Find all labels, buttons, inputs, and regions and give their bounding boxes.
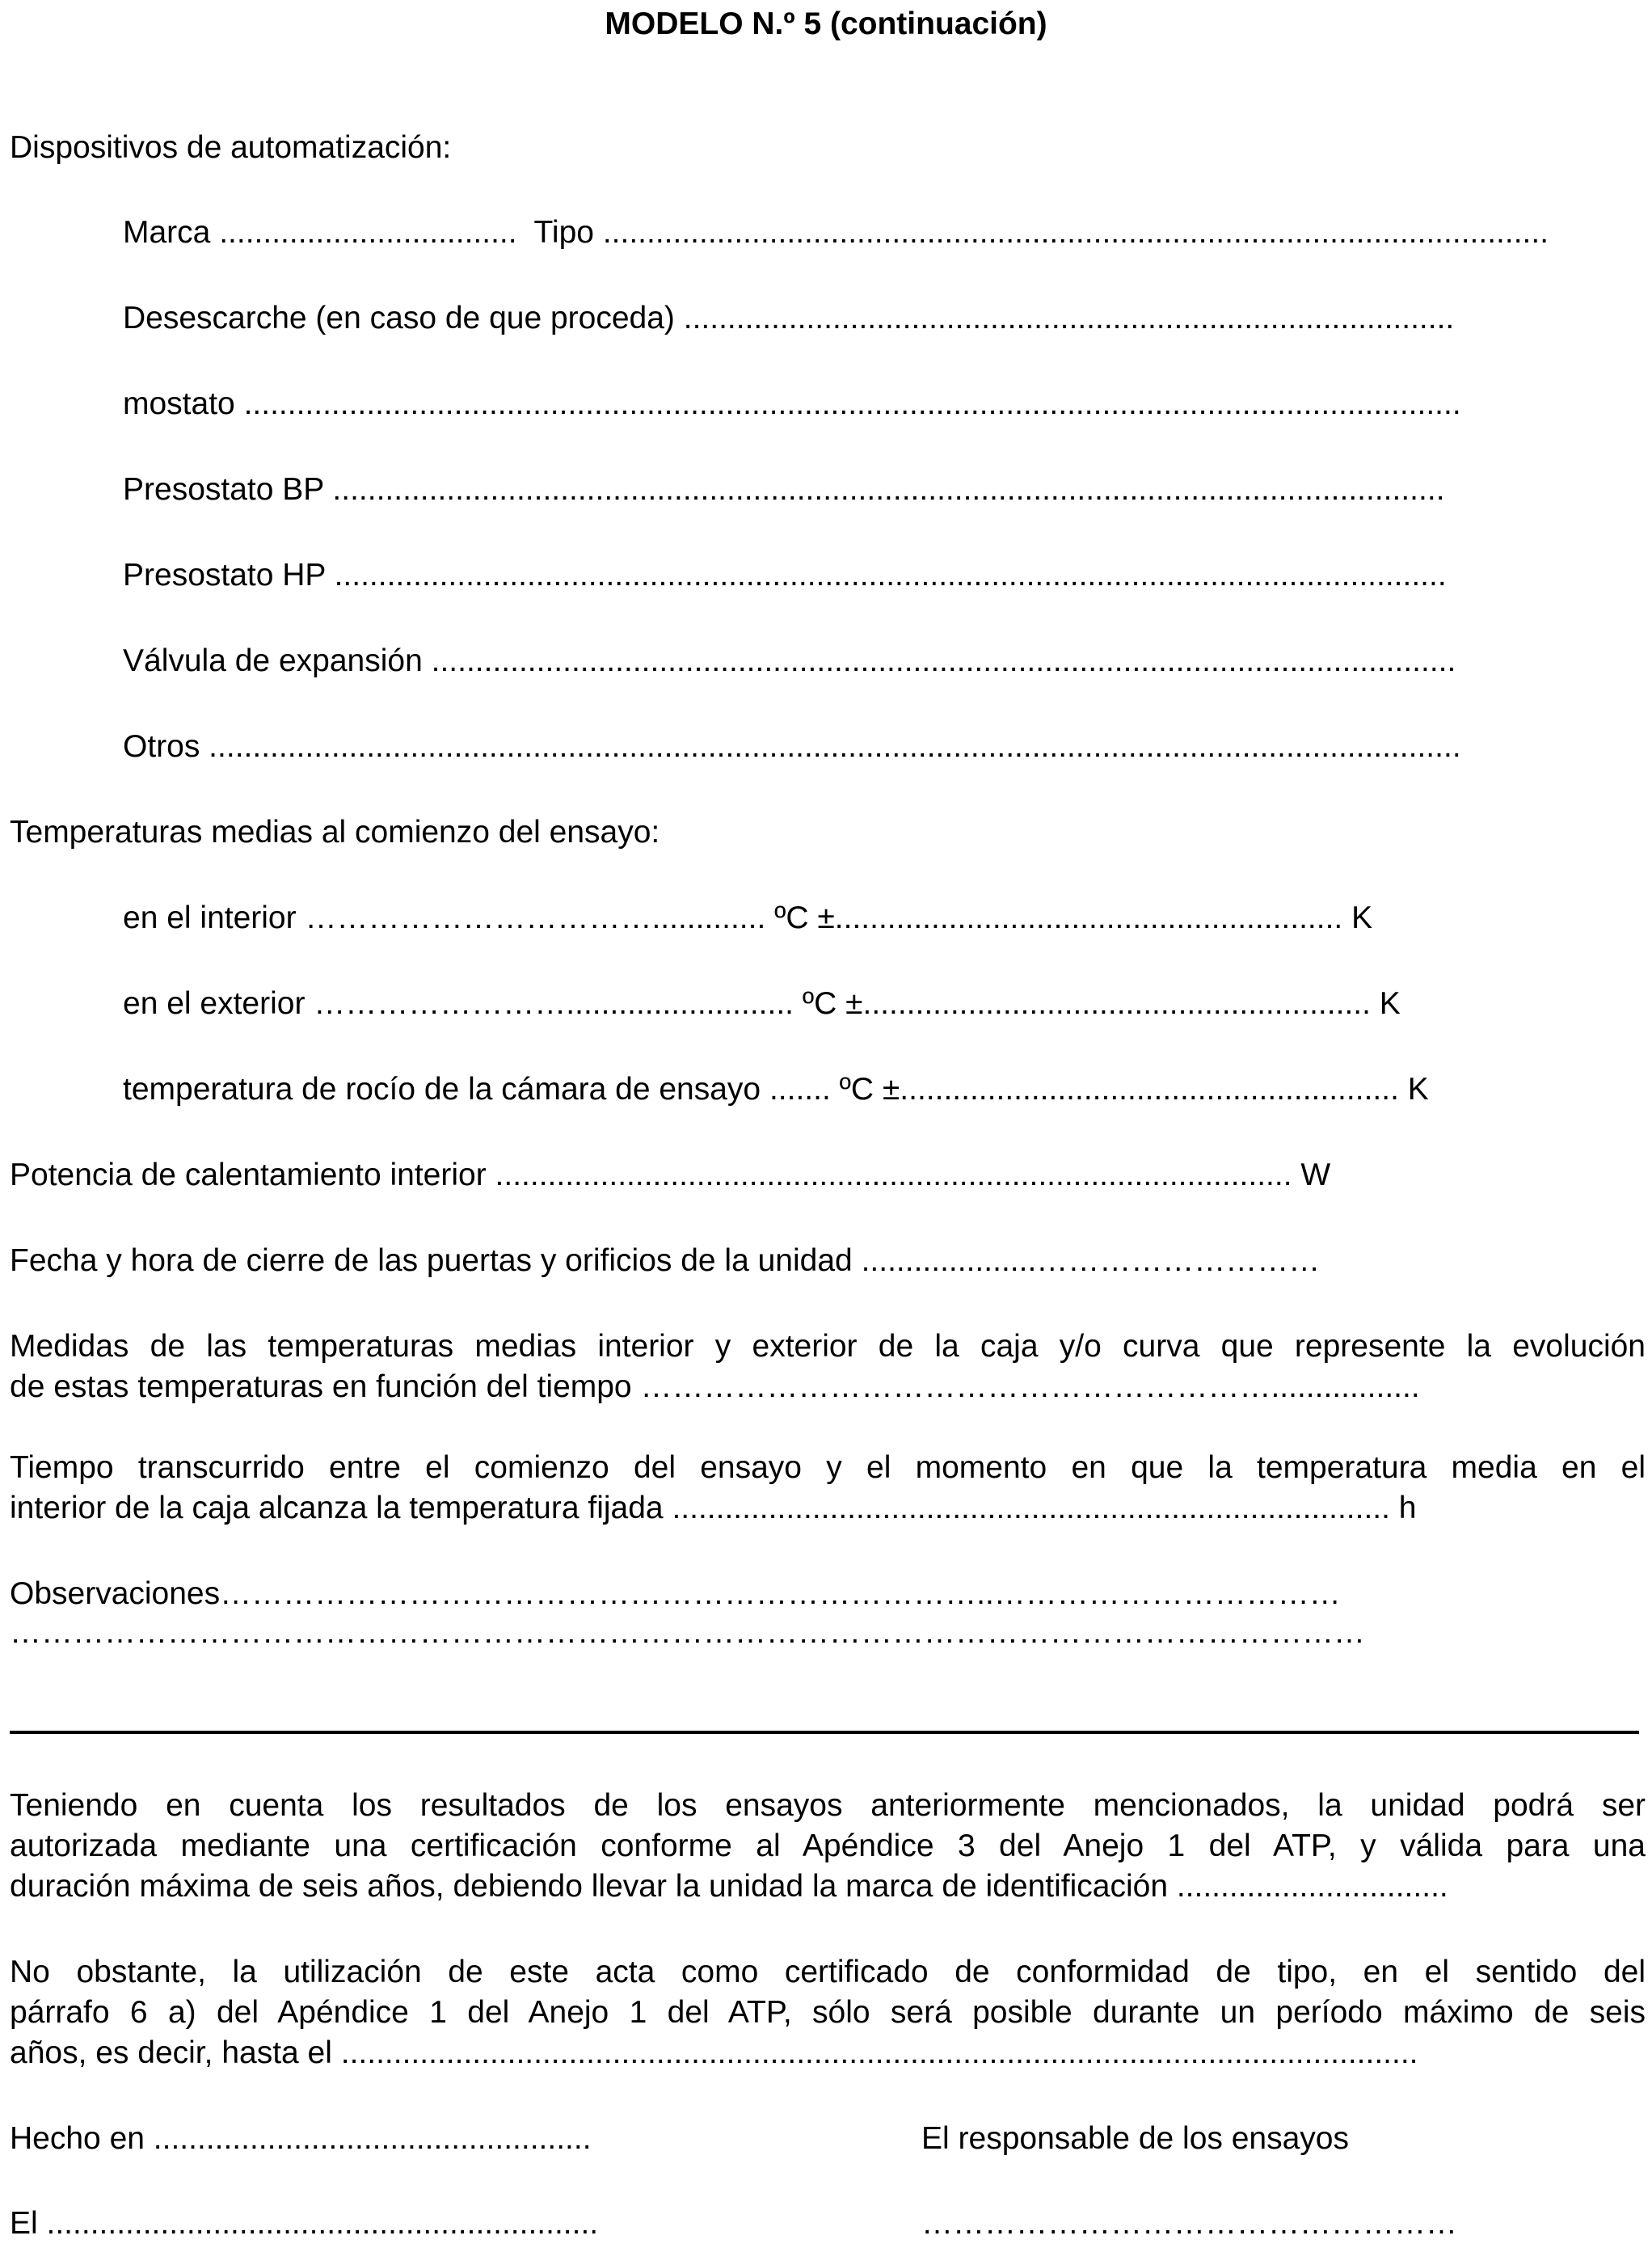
automation-heading: Dispositivos de automatización:: [10, 130, 452, 165]
no-obstante-line-1: No obstante, la utilización de este acta como certificado de conformidad de tipo, en el sentido del: [10, 1955, 1646, 1989]
fecha-hora-line: Fecha y hora de cierre de las puertas y orificios de la unidad ....................………………………: [10, 1243, 1321, 1278]
marca-tipo-line: Marca .................................. Tipo ............................................................................................................: [123, 215, 1549, 250]
tiempo-line-1: Tiempo transcurrido entre el comienzo del ensayo y el momento en que la temperatura media en el: [10, 1450, 1646, 1485]
temp-interior-line: en el interior ……………………………............. ºC ±.......................................................... K: [123, 901, 1373, 935]
mostato-line: mostato ...........................................................................................................................................: [123, 386, 1461, 421]
separator-rule: [10, 1731, 1639, 1734]
desescarche-line: Desescarche (en caso de que proceda) ........................................................................................: [123, 301, 1455, 335]
hecho-en-line: Hecho en ..................................................: [10, 2121, 592, 2156]
no-obstante-line-3: años, es decir, hasta el ...........................................................................................................................: [10, 2035, 1418, 2070]
page-title: MODELO N.º 5 (continuación): [605, 6, 1047, 41]
el-line: El ...............................................................: [10, 2206, 599, 2241]
responsable-label: El responsable de los ensayos: [921, 2121, 1349, 2156]
temp-exterior-line: en el exterior …………………….......................... ºC ±.......................................................... K: [123, 986, 1401, 1021]
temp-rocio-line: temperatura de rocío de la cámara de ensayo ....... ºC ±......................................................... K: [123, 1072, 1429, 1107]
otros-line: Otros ...............................................................................................................................................: [123, 729, 1461, 764]
medidas-line-2: de estas temperaturas en función del tiempo …………………………………………………….................: [10, 1369, 1420, 1404]
firma-line: ……………………………………………: [921, 2206, 1457, 2241]
teniendo-line-3: duración máxima de seis años, debiendo llevar la unidad la marca de identificación ...............................: [10, 1869, 1448, 1904]
presostato-bp-line: Presostato BP ...............................................................................................................................: [123, 472, 1445, 507]
temperatures-heading: Temperaturas medias al comienzo del ensayo:: [10, 815, 660, 850]
valvula-line: Válvula de expansión .....................................................................................................................: [123, 643, 1456, 678]
presostato-hp-line: Presostato HP ...............................................................................................................................: [123, 558, 1447, 593]
teniendo-line-1: Teniendo en cuenta los resultados de los ensayos anteriormente mencionados, la unidad podrá ser: [10, 1788, 1646, 1823]
potencia-line: Potencia de calentamiento interior ........................................................................................... W: [10, 1158, 1331, 1192]
no-obstante-line-2: párrafo 6 a) del Apéndice 1 del Anejo 1 del ATP, sólo será posible durante un período máximo de seis: [10, 1995, 1646, 2030]
tiempo-line-2: interior de la caja alcanza la temperatura fijada .................................................................................. h: [10, 1491, 1417, 1525]
observaciones-line-2: …………………………………………………………………………………………………………………: [10, 1615, 1365, 1650]
teniendo-line-2: autorizada mediante una certificación conforme al Apéndice 3 del Anejo 1 del ATP, y válida para una: [10, 1829, 1646, 1863]
medidas-line-1: Medidas de las temperaturas medias interior y exterior de la caja y/o curva que represente la evolución: [10, 1329, 1646, 1364]
observaciones-line-1: Observaciones………………………………………………………………..……………………………: [10, 1576, 1341, 1611]
